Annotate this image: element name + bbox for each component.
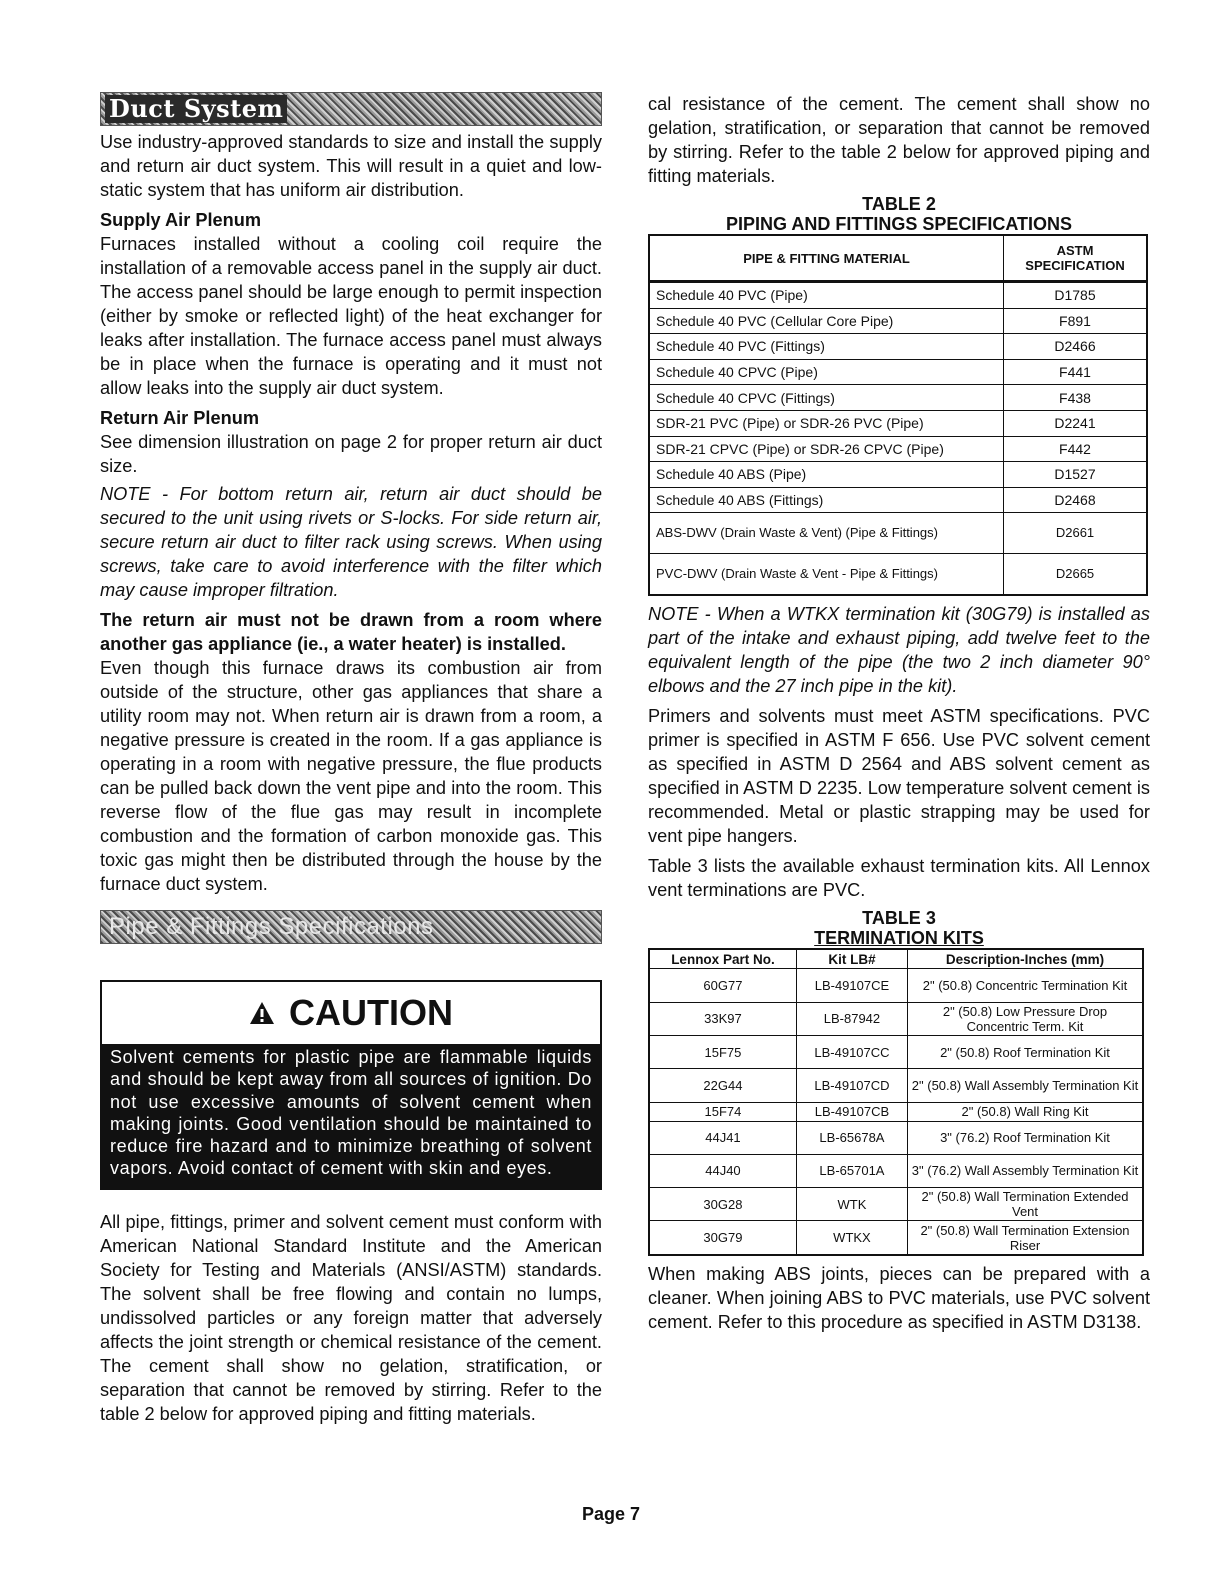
- duct-system-banner: [100, 92, 602, 126]
- table2-material-cell: Schedule 40 CPVC (Pipe): [649, 359, 1004, 385]
- table2-spec-cell: D2665: [1004, 554, 1148, 596]
- table2-spec-cell: D2468: [1004, 487, 1148, 513]
- table2-row: [649, 410, 1147, 436]
- table3-header-part: Lennox Part No.: [649, 949, 796, 969]
- table3-label: TABLE 3: [862, 908, 936, 929]
- table2-spec-cell: F441: [1004, 359, 1148, 385]
- table2-row: [649, 334, 1147, 360]
- return-air-heading: Return Air Plenum: [100, 408, 259, 428]
- table2-title: PIPING AND FITTINGS SPECIFICATIONS: [725, 214, 1073, 234]
- table3-part-cell: 15F74: [649, 1102, 796, 1121]
- table2-spec-cell: D2241: [1004, 410, 1148, 436]
- duct-system-heading: Duct System: [105, 95, 287, 123]
- supply-air-text: Furnaces installed without a cooling coil require the installation of a removable access panel in the supply air duct. The access panel should be large enough to permit inspection (either by smoke or reflected light) of the heat exchanger for leaks after installation. The furnace access panel must always be in place when the furnace is operating and it must not allow leaks into the supply air duct system.: [100, 234, 602, 398]
- table2-row: [649, 436, 1147, 462]
- caution-box: [100, 980, 602, 1190]
- table3-desc-cell: 2" (50.8) Wall Termination Extended Vent: [908, 1188, 1144, 1221]
- table3-kit-cell: LB-49107CE: [796, 969, 907, 1002]
- table3-row: [649, 1188, 1143, 1221]
- table2-material-cell: Schedule 40 ABS (Pipe): [649, 462, 1004, 488]
- table3-kit-cell: LB-49107CB: [796, 1102, 907, 1121]
- table3-part-cell: 30G79: [649, 1221, 796, 1255]
- table3-part-cell: 60G77: [649, 969, 796, 1002]
- table2-header-spec: ASTM SPECIFICATION: [1004, 235, 1148, 282]
- table2-material-cell: SDR-21 PVC (Pipe) or SDR-26 PVC (Pipe): [649, 410, 1004, 436]
- table2-row: [649, 513, 1147, 554]
- table2-spec-cell: F891: [1004, 308, 1148, 334]
- table2-row: [649, 282, 1147, 309]
- table2-material-cell: PVC-DWV (Drain Waste & Vent - Pipe & Fittings): [649, 554, 1004, 596]
- supply-air-heading: Supply Air Plenum: [100, 210, 262, 230]
- table3-row: [649, 1221, 1143, 1255]
- table2-material-cell: Schedule 40 CPVC (Fittings): [649, 385, 1004, 411]
- table3-part-cell: 44J41: [649, 1121, 796, 1154]
- table2-spec-cell: D2661: [1004, 513, 1148, 554]
- table2-material-cell: SDR-21 CPVC (Pipe) or SDR-26 CPVC (Pipe): [649, 436, 1004, 462]
- table3-row: [649, 1154, 1143, 1187]
- table3-row: [649, 1002, 1143, 1035]
- table3-desc-cell: 3" (76.2) Roof Termination Kit: [908, 1121, 1144, 1154]
- table2-material-cell: Schedule 40 PVC (Pipe): [649, 282, 1004, 309]
- table3-part-cell: 22G44: [649, 1069, 796, 1102]
- table2-header-material: PIPE & FITTING MATERIAL: [649, 235, 1004, 282]
- pipe-fittings-banner: [100, 910, 602, 944]
- caution-title: CAUTION: [289, 992, 453, 1033]
- table2-spec-cell: D2466: [1004, 334, 1148, 360]
- pipe-fittings-heading: Pipe & Fittings Specifications: [109, 913, 434, 940]
- table2-spec-cell: F442: [1004, 436, 1148, 462]
- table3-row: [649, 1069, 1143, 1102]
- caution-header: [102, 982, 600, 1044]
- table3-header-desc: Description-Inches (mm): [908, 949, 1144, 969]
- table3-desc-cell: 3" (76.2) Wall Assembly Termination Kit: [908, 1154, 1144, 1187]
- table3-row: [649, 969, 1143, 1002]
- table3-part-cell: 33K97: [649, 1002, 796, 1035]
- table3-part-cell: 44J40: [649, 1154, 796, 1187]
- table3-row: [649, 1121, 1143, 1154]
- return-air-warning: The return air must not be drawn from a room where another gas appliance (ie., a water heater) is installed.: [100, 610, 602, 654]
- table3-kit-cell: LB-65701A: [796, 1154, 907, 1187]
- table3-part-cell: 15F75: [649, 1035, 796, 1068]
- right-column: [648, 92, 1150, 1340]
- table3-desc-cell: 2" (50.8) Wall Ring Kit: [908, 1102, 1144, 1121]
- table2-spec-cell: D1527: [1004, 462, 1148, 488]
- primers-text: Primers and solvents must meet ASTM specifications. PVC primer is specified in ASTM F 656. Use PVC solvent cement as specified in ASTM D 2564 and ABS solvent cement as specified in ASTM D 2235. Low temperature solvent cement is recommended. Metal or plastic strapping may be used for vent pipe hangers.: [648, 706, 1150, 847]
- table2-row: [649, 554, 1147, 596]
- table3-title: TERMINATION KITS: [814, 928, 984, 949]
- table2-material-cell: Schedule 40 ABS (Fittings): [649, 487, 1004, 513]
- table3-kit-cell: LB-49107CD: [796, 1069, 907, 1102]
- table2-material-cell: Schedule 40 PVC (Cellular Core Pipe): [649, 308, 1004, 334]
- table3-desc-cell: 2" (50.8) Concentric Termination Kit: [908, 969, 1144, 1002]
- table2-row: [649, 462, 1147, 488]
- abs-joints-text: When making ABS joints, pieces can be prepared with a cleaner. When joining ABS to PVC materials, use PVC solvent cement. Refer to this procedure as specified in ASTM D3138.: [648, 1263, 1150, 1332]
- wtkx-note: NOTE - When a WTKX termination kit (30G79) is installed as part of the intake and exhaust piping, add twelve feet to the equivalent length of the pipe (the two 2 inch diameter 90° elbows and the 27 inch pipe in the kit).: [648, 604, 1150, 697]
- return-air-explanation: Even though this furnace draws its combustion air from outside of the structure, other gas appliances that share a utility room may not. When return air is drawn from a room, a negative pressure is created in the room. If a gas appliance is operating in a room with negative pressure, the flue products can be pulled back down the vent pipe and into the room. This reverse flow of the flue gas may result in incomplete combustion and the formation of carbon monoxide gas. This toxic gas might then be distributed through the house by the furnace duct system.: [100, 658, 602, 894]
- table2-material-cell: Schedule 40 PVC (Fittings): [649, 334, 1004, 360]
- table2-material-cell: ABS-DWV (Drain Waste & Vent) (Pipe & Fittings): [649, 513, 1004, 554]
- table2-row: [649, 308, 1147, 334]
- table2-row: [649, 385, 1147, 411]
- table3-part-cell: 30G28: [649, 1188, 796, 1221]
- table3-desc-cell: 2" (50.8) Wall Termination Extension Riser: [908, 1221, 1144, 1255]
- termination-kits-table: [648, 948, 1144, 1255]
- table3-kit-cell: WTKX: [796, 1221, 907, 1255]
- table3-header-kit: Kit LB#: [796, 949, 907, 969]
- return-air-note: NOTE - For bottom return air, return air duct should be secured to the unit using rivets or S-locks. For side return air, secure return air duct to filter rack using screws. When using screws, take care to avoid interference with the filter which may cause improper filtration.: [100, 484, 602, 600]
- standards-continued: cal resistance of the cement. The cement shall show no gelation, stratification, or separation that cannot be removed by stirring. Refer to the table 2 below for approved piping and fitting materials.: [648, 94, 1150, 186]
- table3-row: [649, 1102, 1143, 1121]
- table2-row: [649, 359, 1147, 385]
- table3-kit-cell: LB-49107CC: [796, 1035, 907, 1068]
- table3-kit-cell: WTK: [796, 1188, 907, 1221]
- piping-fittings-table: [648, 234, 1148, 596]
- table2-spec-cell: D1785: [1004, 282, 1148, 309]
- warning-triangle-icon: [249, 1001, 275, 1025]
- duct-intro: Use industry-approved standards to size and install the supply and return air duct system. This will result in a quiet and low-static system that has uniform air distribution.: [100, 132, 602, 200]
- left-column: [100, 92, 602, 1424]
- table2-row: [649, 487, 1147, 513]
- table3-desc-cell: 2" (50.8) Wall Assembly Termination Kit: [908, 1069, 1144, 1102]
- return-air-text: See dimension illustration on page 2 for proper return air duct size.: [100, 432, 602, 476]
- table3-kit-cell: LB-87942: [796, 1002, 907, 1035]
- table3-desc-cell: 2" (50.8) Roof Termination Kit: [908, 1035, 1144, 1068]
- table3-row: [649, 1035, 1143, 1068]
- table2-spec-cell: F438: [1004, 385, 1148, 411]
- table3-intro: Table 3 lists the available exhaust termination kits. All Lennox vent terminations are PVC.: [648, 856, 1150, 901]
- standards-text: All pipe, fittings, primer and solvent cement must conform with American National Standard Institute and the American Society for Testing and Materials (ANSI/ASTM) standards. The solvent shall be free flowing and contain no lumps, undissolved particles or any foreign matter that adversely affects the joint strength or chemical resistance of the cement. The cement shall show no gelation, stratification, or separation that cannot be removed by stirring. Refer to the table 2 below for approved piping and fitting materials.: [100, 1211, 602, 1424]
- page-number: Page 7: [581, 1504, 641, 1524]
- table3-kit-cell: LB-65678A: [796, 1121, 907, 1154]
- table2-label: TABLE 2: [862, 194, 936, 214]
- caution-text: Solvent cements for plastic pipe are flammable liquids and should be kept away from all sources of ignition. Do not use excessive amounts of solvent cement when making joints. Good ventilation should be maintained to reduce fire hazard and to minimize breathing of solvent vapors. Avoid contact of cement with skin and eyes.: [102, 1044, 600, 1188]
- table3-desc-cell: 2" (50.8) Low Pressure Drop Concentric Term. Kit: [908, 1002, 1144, 1035]
